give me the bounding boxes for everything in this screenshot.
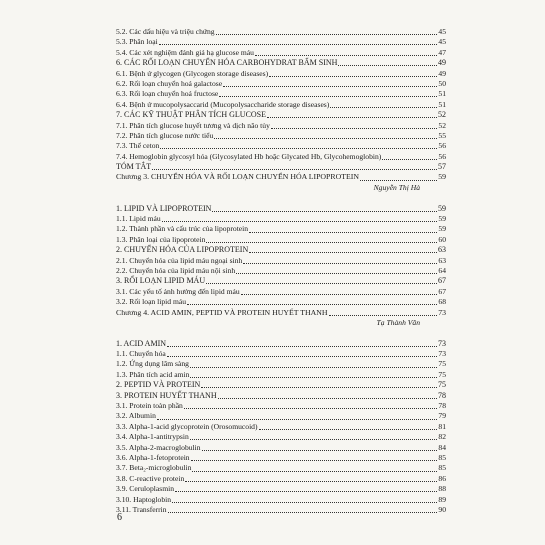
- toc-entry-row: [116, 360, 446, 370]
- dot-leader: [184, 407, 438, 409]
- toc-page-number: 84: [438, 442, 446, 452]
- dot-leader: [236, 272, 437, 274]
- dot-leader: [185, 480, 437, 482]
- toc-entry-row: [116, 266, 446, 276]
- toc-page-number: 49: [438, 68, 446, 78]
- toc-page-number: 63: [438, 245, 446, 255]
- toc-page-number: 78: [438, 401, 446, 411]
- toc-title: 1.1. Lipid máu: [116, 214, 161, 224]
- dot-leader: [214, 137, 437, 139]
- toc-entry-row: [116, 432, 446, 442]
- toc-entry-row: [116, 370, 446, 380]
- dot-leader: [243, 262, 437, 264]
- toc-page-number: 73: [438, 349, 446, 359]
- dot-leader: [201, 386, 437, 388]
- toc-title: 3.5. Alpha-2-macroglobulin: [116, 442, 201, 452]
- toc-page-number: 59: [438, 214, 446, 224]
- dot-leader: [172, 501, 437, 503]
- toc-page-number: 73: [438, 307, 446, 317]
- toc-page-number: 73: [438, 338, 446, 348]
- dot-leader: [157, 418, 438, 420]
- toc-heading-row: [116, 380, 446, 390]
- toc-page-number: 51: [438, 89, 446, 99]
- toc-entry-row: [116, 48, 446, 58]
- dot-leader: [191, 459, 438, 461]
- dot-leader: [187, 303, 437, 305]
- toc-heading-row: [116, 204, 446, 214]
- toc-title: Chương 3. CHUYỂN HÓA VÀ RỐI LOẠN CHUYỂN HÓA LIPOPROTEIN: [116, 172, 359, 182]
- toc-page-number: 59: [438, 224, 446, 234]
- dot-leader: [219, 95, 437, 97]
- toc-title: 1.2. Thành phần và cấu trúc của lipoprotein: [116, 224, 249, 234]
- dot-leader: [269, 75, 437, 77]
- toc-title: 3.4. Alpha-1-antitrypsin: [116, 432, 189, 442]
- toc-page-number: 45: [438, 26, 446, 36]
- dot-leader: [241, 293, 438, 295]
- toc-heading-row: [116, 162, 446, 172]
- chapter-author: Tạ Thành Văn: [376, 317, 420, 327]
- toc-title: 7.4. Hemoglobin glycosyl hóa (Glycosylated Hb hoặc Glycated Hb, Glycohemoglobin): [116, 151, 382, 161]
- dot-leader: [167, 355, 438, 357]
- toc-entry-row: [116, 100, 446, 110]
- toc-page-number: 78: [438, 390, 446, 400]
- spacer: [116, 328, 446, 338]
- toc-title: 7. CÁC KỸ THUẬT PHÂN TÍCH GLUCOSE: [116, 110, 267, 120]
- toc-heading-row: [116, 391, 446, 401]
- toc-page-number: 64: [438, 265, 446, 275]
- chapter-author: Nguyễn Thị Hà: [373, 182, 420, 192]
- dot-leader: [330, 106, 437, 108]
- toc-title: 1.2. Ứng dụng lâm sàng: [116, 359, 189, 369]
- toc-title: 3.3. Alpha-1-acid glycoprotein (Orosomucoid): [116, 421, 258, 431]
- toc-heading-row: [116, 339, 446, 349]
- dot-leader: [190, 366, 437, 368]
- dot-leader: [329, 314, 438, 316]
- toc-title: 7.3. Thể ceton: [116, 141, 160, 151]
- dot-leader: [338, 64, 437, 66]
- toc-title: 1. LIPID VÀ LIPOPROTEIN: [116, 203, 212, 213]
- toc-title: 3.8. C-reactive protein: [116, 473, 185, 483]
- dot-leader: [190, 376, 437, 378]
- dot-leader: [271, 127, 438, 129]
- toc-page-number: 47: [438, 47, 446, 57]
- toc-page-number: 90: [438, 504, 446, 514]
- dot-leader: [360, 179, 437, 181]
- toc-page-number: 51: [438, 99, 446, 109]
- toc-heading-row: [116, 245, 446, 255]
- toc-entry-row: [116, 474, 446, 484]
- dot-leader: [223, 85, 437, 87]
- dot-leader: [152, 168, 437, 170]
- toc-title: 7.2. Phân tích glucose nước tiểu: [116, 130, 214, 140]
- toc-page-number: 50: [438, 78, 446, 88]
- toc-title: 7.1. Phân tích glucose huyết tương và dịch não tủy: [116, 120, 270, 130]
- toc-title: 1. ACID AMIN: [116, 338, 167, 348]
- toc-title: 5.3. Phân loại: [116, 37, 158, 47]
- dot-leader: [206, 241, 437, 243]
- toc-page-number: 52: [438, 120, 446, 130]
- dot-leader: [216, 33, 438, 35]
- toc-entry-row: [116, 287, 446, 297]
- toc-page-number: 56: [438, 141, 446, 151]
- toc-title: 3. PROTEIN HUYẾT THANH: [116, 390, 217, 400]
- toc-page-number: 67: [438, 276, 446, 286]
- toc-title: 3.2. Albumin: [116, 411, 156, 421]
- toc-title: 3.6. Alpha-1-fetoprotein: [116, 453, 190, 462]
- toc-title: 3.9. Ceruloplasmin: [116, 484, 175, 494]
- toc-heading-row: [116, 276, 446, 286]
- toc-entry-row: [116, 505, 446, 515]
- dot-leader: [249, 231, 437, 233]
- toc-page-number: 63: [438, 255, 446, 265]
- toc-entry-row: [116, 401, 446, 411]
- toc-page-number: 57: [438, 162, 446, 172]
- dot-leader: [162, 220, 438, 222]
- toc-entry-row: [116, 484, 446, 494]
- toc-title: 6. CÁC RỐI LOẠN CHUYỂN HÓA CARBOHYDRAT BẨM SINH: [116, 58, 338, 68]
- toc-page-number: 82: [438, 432, 446, 442]
- dot-leader: [259, 428, 438, 430]
- toc-page-number: 81: [438, 421, 446, 431]
- toc-title: 2. CHUYỂN HÓA CỦA LIPOPROTEIN: [116, 245, 249, 255]
- toc-page-number: 89: [438, 494, 446, 504]
- toc-title: 6.2. Rối loạn chuyển hoá galactose: [116, 78, 223, 88]
- toc-title: 5.2. Các dấu hiệu và triệu chứng: [116, 26, 215, 36]
- dot-leader: [168, 511, 438, 513]
- toc-title: TÓM TẮT: [116, 162, 152, 172]
- table-of-contents: [116, 27, 446, 515]
- toc-heading-row: [116, 58, 446, 68]
- toc-entry-row: [116, 152, 446, 162]
- toc-page-number: 85: [438, 463, 446, 473]
- toc-entry-row: [116, 27, 446, 37]
- toc-page-number: 68: [438, 297, 446, 307]
- toc-entry-row: [116, 463, 446, 473]
- toc-page-number: 79: [438, 411, 446, 421]
- toc-chapter-row: [116, 308, 446, 318]
- dot-leader: [192, 470, 437, 472]
- toc-entry-row: [116, 214, 446, 224]
- toc-page-number: 75: [438, 359, 446, 369]
- dot-leader: [255, 54, 437, 56]
- dot-leader: [249, 251, 437, 253]
- toc-entry-row: [116, 69, 446, 79]
- toc-title: 3.1. Các yếu tố ảnh hưởng đến lipid máu: [116, 286, 240, 296]
- toc-title: 6.4. Bệnh ứ mucopolysaccarid (Mucopolysaccharide storage diseases): [116, 99, 330, 109]
- toc-entry-row: [116, 443, 446, 453]
- toc-page-number: 45: [438, 37, 446, 47]
- toc-title: 2. PEPTID VÀ PROTEIN: [116, 380, 201, 390]
- dot-leader: [159, 43, 438, 45]
- toc-page-number: 55: [438, 130, 446, 140]
- toc-entry-row: [116, 79, 446, 89]
- toc-title: 1.3. Phân tích acid amin: [116, 369, 190, 379]
- toc-entry-row: [116, 422, 446, 432]
- toc-page-number: 75: [438, 369, 446, 379]
- toc-chapter-row: [116, 172, 446, 182]
- dot-leader: [218, 397, 437, 399]
- dot-leader: [202, 449, 438, 451]
- toc-title: 3.10. Haptoglobin: [116, 494, 172, 504]
- toc-title: 3.7. Beta₂-microglobulin: [116, 463, 192, 473]
- toc-entry-row: [116, 121, 446, 131]
- toc-page-number: 60: [438, 234, 446, 244]
- toc-entry-row: [116, 256, 446, 266]
- dot-leader: [160, 147, 437, 149]
- toc-title: 3.11. Transferrin: [116, 504, 167, 514]
- toc-page-number: 75: [438, 380, 446, 390]
- toc-page-number: 88: [438, 484, 446, 494]
- dot-leader: [175, 490, 437, 492]
- dot-leader: [206, 282, 437, 284]
- toc-entry-row: [116, 131, 446, 141]
- toc-title: 1.1. Chuyển hóa: [116, 349, 166, 359]
- dot-leader: [382, 158, 437, 160]
- toc-entry-row: [116, 89, 446, 99]
- toc-title: Chương 4. ACID AMIN, PEPTID VÀ PROTEIN HUYẾT THANH: [116, 307, 328, 317]
- dot-leader: [212, 210, 437, 212]
- toc-title: 5.4. Các xét nghiệm đánh giá hạ glucose máu: [116, 47, 254, 57]
- toc-entry-row: [116, 297, 446, 307]
- toc-title: 2.1. Chuyển hóa của lipid máu ngoại sinh: [116, 255, 243, 265]
- page-number: 6: [117, 512, 122, 523]
- toc-page-number: 59: [438, 203, 446, 213]
- dot-leader: [190, 438, 438, 440]
- toc-entry-row: [116, 141, 446, 151]
- toc-entry-row: [116, 224, 446, 234]
- toc-title: 6.1. Bệnh ứ glycogen (Glycogen storage diseases): [116, 68, 269, 78]
- toc-title: 3.2. Rối loạn lipid máu: [116, 297, 187, 307]
- toc-page-number: 49: [438, 58, 446, 68]
- toc-page-number: 59: [438, 172, 446, 182]
- toc-entry-row: [116, 37, 446, 47]
- toc-title: 3.1. Protein toàn phần: [116, 401, 183, 411]
- toc-entry-row: [116, 453, 446, 463]
- spacer: [116, 193, 446, 203]
- toc-title: 1.3. Phân loại của lipoprotein: [116, 234, 206, 244]
- dot-leader: [167, 345, 437, 347]
- toc-page-number: 67: [438, 286, 446, 296]
- dot-leader: [267, 116, 437, 118]
- toc-entry-row: [116, 235, 446, 245]
- toc-entry-row: [116, 495, 446, 505]
- toc-heading-row: [116, 110, 446, 120]
- toc-page-number: 52: [438, 110, 446, 120]
- toc-page-number: 56: [438, 151, 446, 161]
- toc-page-number: 85: [438, 453, 446, 462]
- toc-title: 6.3. Rối loạn chuyển hoá fructose: [116, 89, 219, 99]
- toc-entry-row: [116, 411, 446, 421]
- toc-title: 2.2. Chuyển hóa của lipid máu nội sinh: [116, 265, 236, 275]
- toc-page-number: 86: [438, 473, 446, 483]
- toc-title: 3. RỐI LOẠN LIPID MÁU: [116, 276, 206, 286]
- toc-entry-row: [116, 349, 446, 359]
